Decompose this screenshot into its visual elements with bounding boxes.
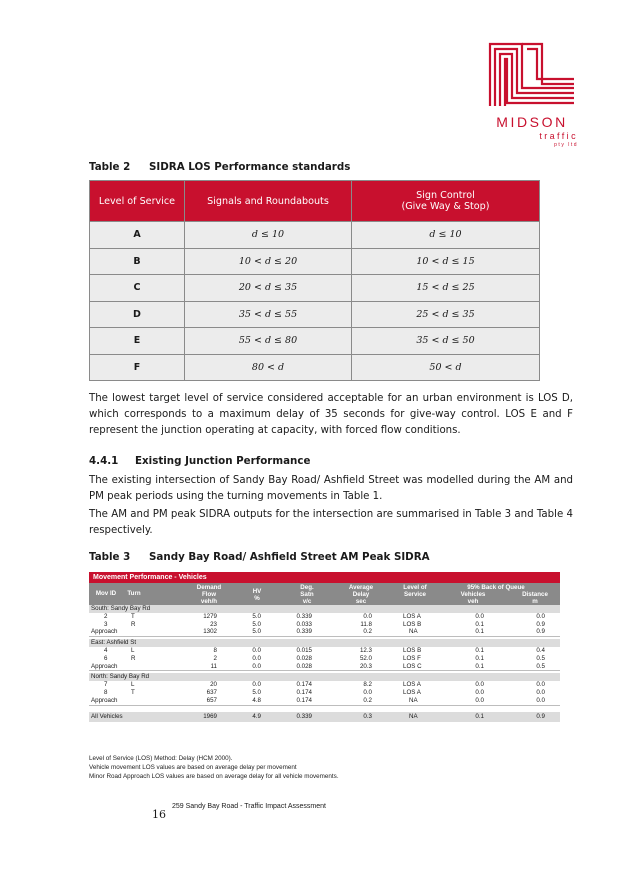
cell-delay: 11.8 <box>360 620 372 628</box>
header-sign-control-line1: Sign Control <box>416 190 475 201</box>
approach-row <box>89 628 560 637</box>
header-satn-unit: v/c <box>302 598 312 605</box>
table3-caption-number: Table 3 <box>89 551 131 563</box>
header-level-of-service: Level of Service <box>90 181 185 222</box>
paragraph-existing-intersection: The existing intersection of Sandy Bay Road/ Ashfield Street was modelled during the AM and PM peak periods using the turning movements in Table 1. <box>89 475 573 502</box>
cell-queue-distance: 0.0 <box>536 612 545 620</box>
table3-caption-title: Sandy Bay Road/ Ashfield Street AM Peak SIDRA <box>149 551 430 563</box>
table-row <box>89 689 560 697</box>
sidra-header-row <box>89 583 560 605</box>
cell-los: LOS A <box>403 681 421 689</box>
header-hv-unit: % <box>254 595 260 602</box>
cell-queue-vehicles: 0.0 <box>475 688 484 696</box>
logo-name: MIDSON <box>496 114 568 130</box>
table-row <box>89 647 560 655</box>
sidra-movement-table <box>89 572 560 722</box>
header-queue-distance <box>515 591 555 605</box>
header-queue-vehicles <box>455 591 491 605</box>
table2-caption-number: Table 2 <box>89 161 131 173</box>
cell-los: LOS B <box>403 646 422 654</box>
cell-los: LOS F <box>403 654 421 662</box>
paragraph-los-target: The lowest target level of service considered acceptable for an urban environment is LOS D, which corresponds to a maximum delay of 35 seconds for give-way control. LOS E and F represent the junction operating at capacity, with forced flow conditions. <box>89 393 573 436</box>
table2-caption <box>89 161 350 173</box>
cell-hv: 0.0 <box>252 681 261 689</box>
section-number: 4.4.1 <box>89 455 119 467</box>
header-satn-line2: Satn <box>300 591 314 598</box>
cell-approach-label: Approach <box>91 696 118 704</box>
cell-hv: 5.0 <box>252 612 261 620</box>
cell-delay: 0.3 <box>363 712 372 720</box>
table3-caption <box>89 551 430 563</box>
table-row <box>90 248 540 275</box>
midson-logo <box>482 38 582 146</box>
signals-delay: 10 < d ≤ 20 <box>185 248 352 275</box>
cell-satn: 0.015 <box>296 646 312 654</box>
cell-flow: 11 <box>210 662 217 670</box>
cell-satn: 0.033 <box>296 620 312 628</box>
header-distance-unit: m <box>532 598 538 605</box>
header-level-of-service <box>393 584 437 598</box>
cell-queue-vehicles: 0.1 <box>475 654 484 662</box>
all-vehicles-row <box>89 712 560 722</box>
group-name: North: Sandy Bay Rd <box>91 673 150 681</box>
table-row <box>90 301 540 328</box>
note-line: Vehicle movement LOS values are based on average delay per movement <box>89 764 297 771</box>
page-number: 16 <box>152 808 166 821</box>
cell-mov-id: 4 <box>104 646 108 654</box>
cell-satn: 0.174 <box>296 688 312 696</box>
los-level: F <box>90 354 185 381</box>
signals-delay: d ≤ 10 <box>185 222 352 249</box>
cell-hv: 5.0 <box>252 620 261 628</box>
cell-mov-id: 2 <box>104 612 108 620</box>
table-row <box>89 621 560 629</box>
group-heading-row <box>89 605 560 613</box>
cell-turn: R <box>131 620 136 628</box>
cell-los: NA <box>409 628 418 636</box>
header-los-line2: Service <box>403 591 427 598</box>
logo-suffix: pty ltd <box>554 142 578 148</box>
cell-flow: 1302 <box>203 628 217 636</box>
cell-los: LOS A <box>403 688 421 696</box>
cell-flow: 637 <box>206 688 217 696</box>
cell-queue-vehicles: 0.1 <box>475 620 484 628</box>
los-standards-table <box>89 180 540 381</box>
header-flow-line1: Demand <box>196 584 222 591</box>
header-distance-line1: Distance <box>522 591 548 598</box>
cell-los: NA <box>409 712 418 720</box>
cell-delay: 20.3 <box>359 662 372 670</box>
cell-mov-id: 6 <box>104 654 108 662</box>
cell-hv: 4.9 <box>252 712 261 720</box>
sign-delay: 10 < d ≤ 15 <box>352 248 540 275</box>
cell-satn: 0.339 <box>296 612 312 620</box>
table-row <box>89 613 560 621</box>
cell-hv: 4.8 <box>252 696 261 704</box>
header-mov-id: Mov ID <box>95 590 117 597</box>
sidra-notes <box>89 754 339 781</box>
cell-delay: 0.2 <box>363 696 372 704</box>
cell-satn: 0.339 <box>296 628 312 636</box>
group-heading-row <box>89 673 560 681</box>
cell-queue-distance: 0.0 <box>536 688 545 696</box>
table-row <box>89 655 560 663</box>
los-level: C <box>90 275 185 302</box>
cell-delay: 12.3 <box>359 646 372 654</box>
midson-logo-mark <box>482 38 582 110</box>
approach-row <box>89 663 560 672</box>
cell-queue-vehicles: 0.1 <box>475 712 484 720</box>
group-name: East: Ashfield St <box>91 639 137 647</box>
cell-mov-id: 8 <box>104 688 108 696</box>
cell-turn: R <box>131 654 136 662</box>
cell-mov-id: 3 <box>104 620 108 628</box>
header-sign-control-line2: (Give Way & Stop) <box>401 201 490 212</box>
sign-delay: 35 < d ≤ 50 <box>352 328 540 355</box>
cell-hv: 0.0 <box>252 654 261 662</box>
cell-turn: T <box>131 612 135 620</box>
header-turn: Turn <box>127 590 141 597</box>
cell-approach-label: Approach <box>91 628 118 636</box>
cell-delay: 0.0 <box>363 688 372 696</box>
cell-satn: 0.174 <box>296 696 312 704</box>
note-line: Level of Service (LOS) Method: Delay (HCM 2000). <box>89 755 233 762</box>
header-average-delay <box>339 584 383 605</box>
header-vehicles-unit: veh <box>467 598 479 605</box>
cell-satn: 0.028 <box>296 654 312 662</box>
table2-caption-title: SIDRA LOS Performance standards <box>149 161 351 173</box>
footer-document-title: 259 Sandy Bay Road - Traffic Impact Assessment <box>172 803 326 810</box>
cell-queue-vehicles: 0.0 <box>475 696 484 704</box>
los-level: B <box>90 248 185 275</box>
header-signals-roundabouts: Signals and Roundabouts <box>185 181 352 222</box>
header-back-of-queue: 95% Back of Queue <box>467 584 525 591</box>
table-row <box>90 275 540 302</box>
cell-los: LOS A <box>403 612 421 620</box>
cell-queue-distance: 0.9 <box>536 628 545 636</box>
header-demand-flow <box>189 584 229 605</box>
header-flow-line2: Flow <box>201 591 217 598</box>
cell-satn: 0.339 <box>296 712 312 720</box>
table-row <box>90 328 540 355</box>
cell-queue-distance: 0.5 <box>536 654 545 662</box>
group-name: South: Sandy Bay Rd <box>91 605 151 612</box>
cell-approach-label: Approach <box>91 662 118 670</box>
cell-queue-distance: 0.0 <box>536 681 545 689</box>
section-title: Existing Junction Performance <box>135 455 311 467</box>
signals-delay: 80 < d <box>185 354 352 381</box>
cell-queue-vehicles: 0.1 <box>475 662 484 670</box>
header-hv <box>239 588 275 602</box>
cell-queue-distance: 0.9 <box>536 620 545 628</box>
sign-delay: d ≤ 10 <box>352 222 540 249</box>
cell-flow: 8 <box>213 646 217 654</box>
cell-satn: 0.174 <box>296 681 312 689</box>
cell-all-label: All Vehicles <box>91 712 123 720</box>
cell-turn: T <box>131 688 135 696</box>
approach-row <box>89 697 560 706</box>
sign-delay: 25 < d ≤ 35 <box>352 301 540 328</box>
table-row <box>90 354 540 381</box>
cell-queue-vehicles: 0.0 <box>475 681 484 689</box>
signals-delay: 20 < d ≤ 35 <box>185 275 352 302</box>
table-row <box>90 222 540 249</box>
los-level: D <box>90 301 185 328</box>
group-heading-row <box>89 639 560 647</box>
cell-queue-distance: 0.5 <box>536 662 545 670</box>
cell-hv: 0.0 <box>252 646 261 654</box>
cell-turn: L <box>131 681 135 689</box>
header-deg-satn <box>287 584 327 605</box>
cell-queue-distance: 0.4 <box>536 646 545 654</box>
header-los-line1: Level of <box>403 584 427 591</box>
cell-delay: 8.2 <box>363 681 372 689</box>
signals-delay: 55 < d ≤ 80 <box>185 328 352 355</box>
header-delay-line1: Average <box>348 584 374 591</box>
paragraph-sidra-outputs: The AM and PM peak SIDRA outputs for the intersection are summarised in Table 3 and Table 4 respectively. <box>89 509 573 536</box>
cell-flow: 23 <box>210 620 217 628</box>
cell-satn: 0.028 <box>296 662 312 670</box>
sidra-table-title: Movement Performance - Vehicles <box>89 572 560 583</box>
cell-flow: 1279 <box>203 612 217 620</box>
cell-queue-distance: 0.0 <box>536 696 545 704</box>
los-level: A <box>90 222 185 249</box>
cell-flow: 1969 <box>203 712 217 720</box>
cell-flow: 657 <box>206 696 217 704</box>
cell-los: LOS B <box>403 620 422 628</box>
cell-queue-distance: 0.9 <box>536 712 545 720</box>
cell-los: NA <box>409 696 418 704</box>
header-vehicles-line1: Vehicles <box>460 591 486 598</box>
cell-queue-vehicles: 0.0 <box>475 612 484 620</box>
sign-delay: 15 < d ≤ 25 <box>352 275 540 302</box>
header-sign-control <box>352 181 540 222</box>
cell-mov-id: 7 <box>104 681 108 689</box>
cell-hv: 5.0 <box>252 688 261 696</box>
header-delay-line2: Delay <box>352 591 370 598</box>
cell-delay: 0.0 <box>363 612 372 620</box>
cell-queue-vehicles: 0.1 <box>475 646 484 654</box>
cell-hv: 5.0 <box>252 628 261 636</box>
header-delay-unit: sec <box>355 598 367 605</box>
header-hv-line1: HV <box>252 588 262 595</box>
cell-turn: L <box>131 646 135 654</box>
cell-los: LOS C <box>403 662 422 670</box>
cell-hv: 0.0 <box>252 662 261 670</box>
logo-subtitle: traffic <box>539 131 578 141</box>
table-row <box>89 681 560 689</box>
los-level: E <box>90 328 185 355</box>
cell-queue-vehicles: 0.1 <box>475 628 484 636</box>
header-satn-line1: Deg. <box>300 584 314 591</box>
cell-delay: 0.2 <box>363 628 372 636</box>
sign-delay: 50 < d <box>352 354 540 381</box>
section-heading <box>89 455 310 467</box>
cell-flow: 20 <box>210 681 217 689</box>
cell-flow: 2 <box>213 654 217 662</box>
header-flow-unit: veh/h <box>200 598 218 605</box>
signals-delay: 35 < d ≤ 55 <box>185 301 352 328</box>
note-line: Minor Road Approach LOS values are based on average delay for all vehicle movements. <box>89 773 339 780</box>
cell-delay: 52.0 <box>359 654 372 662</box>
